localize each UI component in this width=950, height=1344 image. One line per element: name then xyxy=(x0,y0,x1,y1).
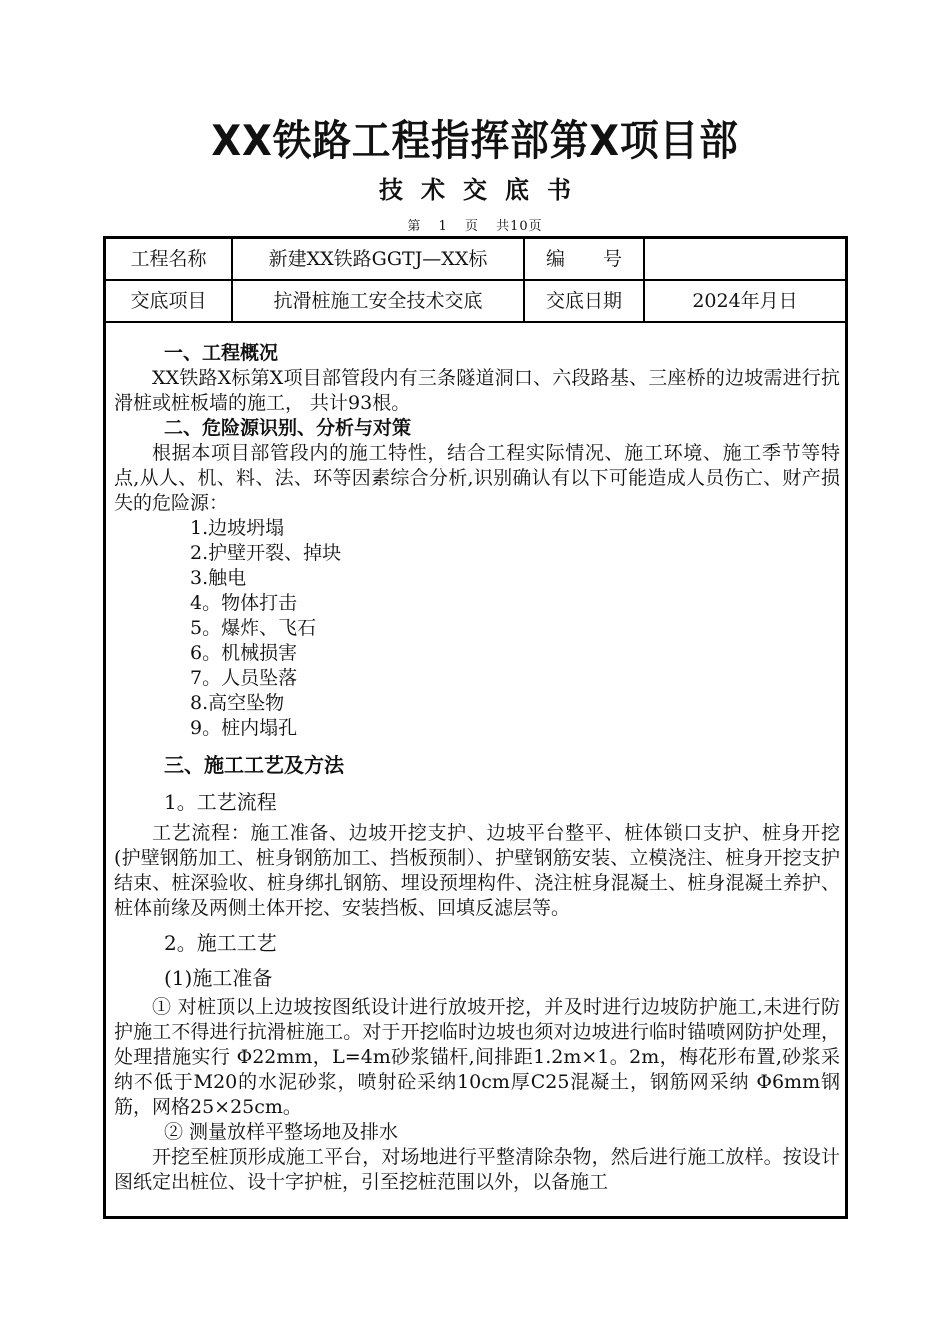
list-item: 4。物体打击 xyxy=(190,592,298,614)
list-item: 9。桩内塌孔 xyxy=(190,717,298,739)
list-item: 8.高空坠物 xyxy=(190,692,285,714)
document-frame xyxy=(103,236,848,1219)
list-item: 7。人员坠落 xyxy=(190,667,298,689)
subsection-heading: ② 测量放样平整场地及排水 xyxy=(164,1121,399,1143)
header-row-item xyxy=(106,281,845,323)
page-prefix: 第 xyxy=(407,219,422,234)
paragraph: 根据本项目部管段内的施工特性，结合工程实际情况、施工环境、施工季节等特点,从人、机、料、法、环等因素综合分析,识别确认有以下可能造成人员伤亡、财产损失的危险源： xyxy=(114,442,840,514)
label-briefing-item: 交底项目 xyxy=(106,281,233,321)
page-indicator xyxy=(0,215,950,234)
subsection-heading: 2。施工工艺 xyxy=(164,931,277,955)
header-row-project xyxy=(106,239,845,281)
list-item: 6。机械损害 xyxy=(190,642,298,664)
section-heading: 一、工程概况 xyxy=(164,342,279,364)
page-current: 1 xyxy=(438,219,448,234)
section-heading: 三、施工工艺及方法 xyxy=(164,753,344,777)
paragraph: XX铁路X标第X项目部管段内有三条隧道洞口、六段路基、三座桥的边坡需进行抗滑桩或桩板墙的施工， 共计93根。 xyxy=(114,367,840,414)
paragraph: 开挖至桩顶形成施工平台，对场地进行平整清除杂物，然后进行施工放样。按设计图纸定出桩位、设十字护桩，引至挖桩范围以外，以备施工 xyxy=(114,1146,840,1193)
list-item: 5。爆炸、飞石 xyxy=(190,617,317,639)
label-briefing-date: 交底日期 xyxy=(525,281,645,321)
list-item: 1.边坡坍塌 xyxy=(190,517,285,539)
document-subtitle: 技术交底书 xyxy=(379,176,589,204)
paragraph: 工艺流程：施工准备、边坡开挖支护、边坡平台整平、桩体锁口支护、桩身开挖(护壁钢筋加工、桩身钢筋加工、挡板预制）、护壁钢筋安装、立模浇注、桩身开挖支护结束、桩深验收、桩身绑扎钢筋、埋设预埋构件、浇注桩身混凝土、桩身混凝土养护、桩体前缘及两侧土体开挖、安装挡板、回填反滤层等。 xyxy=(114,822,840,919)
list-item: 2.护壁开裂、掉块 xyxy=(190,542,342,564)
subsection-heading: 1。工艺流程 xyxy=(164,790,277,814)
value-project-name: 新建XX铁路GGTJ—XX标 xyxy=(233,239,525,279)
value-briefing-date: 2024年月日 xyxy=(692,290,798,312)
value-briefing-item: 抗滑桩施工安全技术交底 xyxy=(233,281,525,321)
page-total: 共10页 xyxy=(496,219,543,234)
value-serial-number xyxy=(645,239,845,279)
subsection-heading: (1)施工准备 xyxy=(164,966,273,990)
label-serial-number: 编 号 xyxy=(525,239,645,279)
document-body xyxy=(114,331,840,1195)
list-item: 3.触电 xyxy=(190,567,247,589)
document-title: XX铁路工程指挥部第X项目部 xyxy=(211,116,739,165)
page-unit: 页 xyxy=(464,219,479,234)
label-project-name: 工程名称 xyxy=(106,239,233,279)
section-heading: 二、危险源识别、分析与对策 xyxy=(164,417,412,439)
paragraph: ① 对桩顶以上边坡按图纸设计进行放坡开挖，并及时进行边坡防护施工,未进行防护施工不得进行抗滑桩施工。对于开挖临时边坡也须对边坡进行临时锚喷网防护处理，处理措施实行 Φ22mm，L=4m砂浆锚杆,间排距1.2m×1。2m，梅花形布置,砂浆采纳不低于M20的水泥砂浆，喷射砼采纳10cm厚C25混凝土，钢筋网采纳 Φ6mm钢筋，网格25×25cm。 xyxy=(114,996,840,1118)
